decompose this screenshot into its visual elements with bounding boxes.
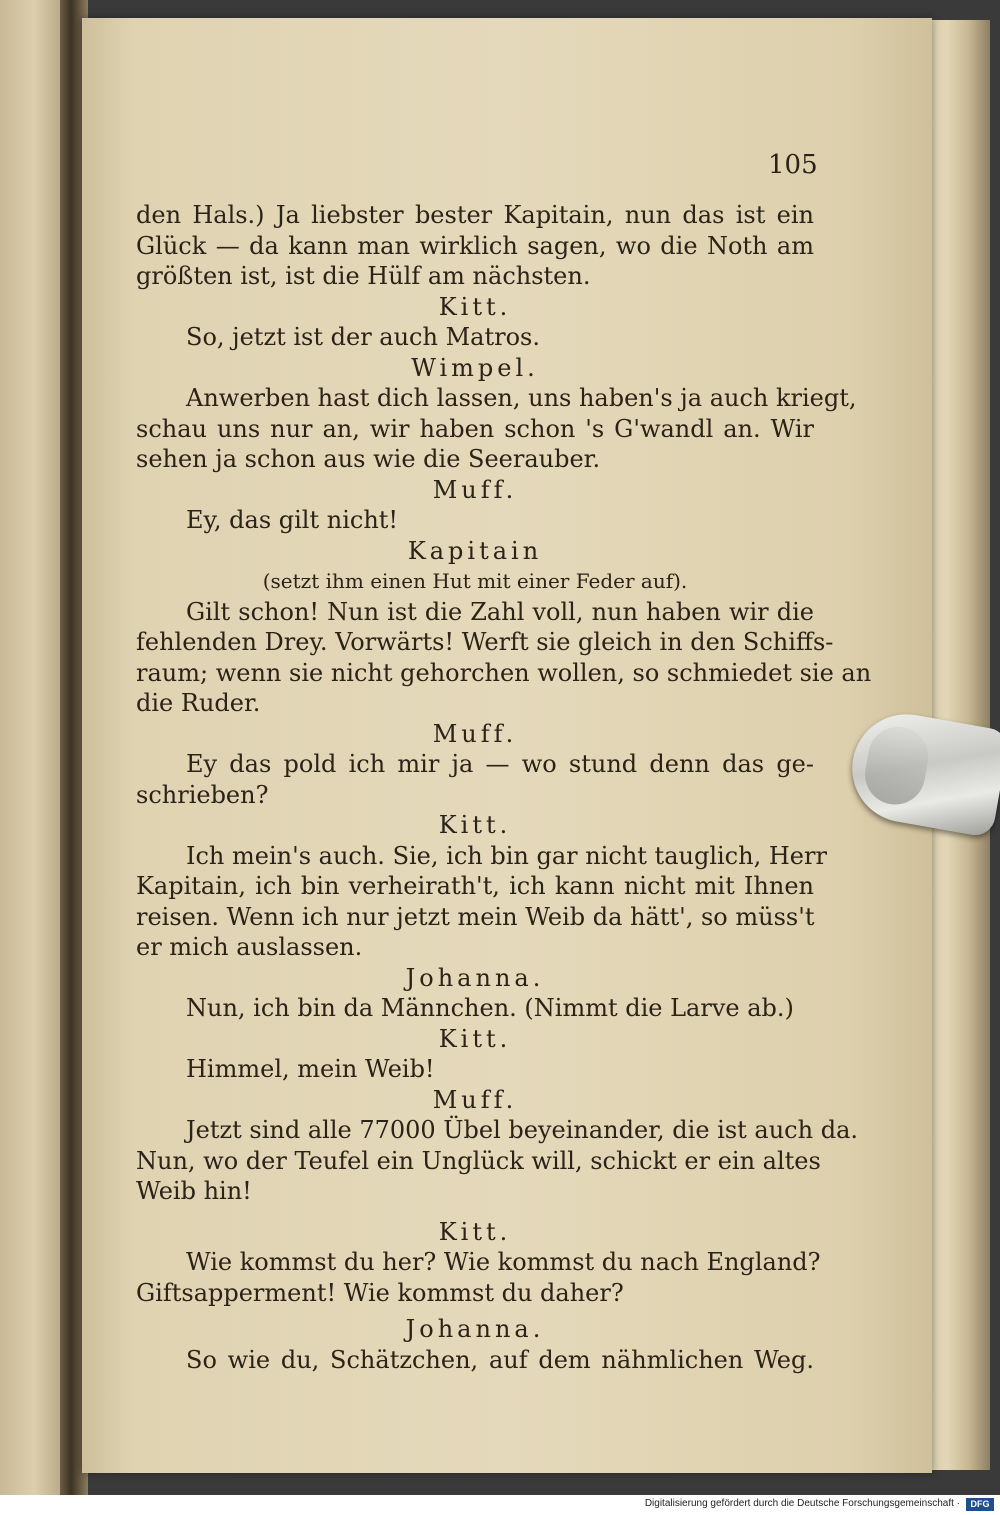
text-line: fehlenden Drey. Vorwärts! Werft sie gleich in den Schiffs-	[136, 628, 834, 656]
page-text	[136, 200, 872, 1375]
footer-bar	[0, 1495, 1000, 1515]
text-line: Weib hin!	[136, 1177, 252, 1205]
page-clip-hole	[860, 722, 933, 809]
text-line: größten ist, ist die Hülf am nächsten.	[136, 262, 591, 290]
text-line: Ey das pold ich mir ja — wo stund denn das ge-	[186, 750, 814, 778]
text-line: Anwerben hast dich lassen, uns haben's ja auch kriegt,	[186, 384, 857, 412]
text-line: Himmel, mein Weib!	[186, 1055, 435, 1083]
funding-credit: Digitalisierung gefördert durch die Deutsche Forschungsgemeinschaft ·	[644, 1498, 960, 1509]
text-line: reisen. Wenn ich nur jetzt mein Weib da hätt', so müss't	[136, 902, 815, 931]
text-line: den Hals.) Ja liebster bester Kapitain, nun das ist ein	[136, 201, 814, 229]
text-line: die Ruder.	[136, 689, 261, 717]
stage-direction: (setzt ihm einen Hut mit einer Feder auf).	[262, 569, 688, 593]
text-line: Giftsapperment! Wie kommst du daher?	[136, 1278, 624, 1307]
text-line: schrieben?	[136, 780, 269, 809]
speaker-name: Muff.	[432, 1085, 518, 1114]
text-line: raum; wenn sie nicht gehorchen wollen, so schmiedet sie an	[136, 658, 872, 687]
text-line: Nun, ich bin da Männchen. (Nimmt die Larve ab.)	[186, 994, 794, 1022]
left-page-edge	[0, 0, 62, 1495]
text-line: Glück — da kann man wirklich sagen, wo die Noth am	[136, 231, 814, 260]
speaker-name: Kitt.	[438, 292, 512, 321]
speaker-name: Muff.	[432, 719, 518, 748]
speaker-name: Kitt.	[438, 811, 512, 839]
text-line: Ich mein's auch. Sie, ich bin gar nicht tauglich, Herr	[186, 841, 827, 870]
text-line: Jetzt sind alle 77000 Übel beyeinander, die ist auch da.	[186, 1116, 859, 1144]
speaker-name: Kitt.	[438, 1217, 512, 1246]
text-line: Kapitain, ich bin verheirath't, ich kann nicht mit Ihnen	[136, 872, 814, 900]
text-line: Nun, wo der Teufel ein Unglück will, schickt er ein altes	[136, 1146, 821, 1175]
text-line: So, jetzt ist der auch Matros.	[186, 323, 540, 351]
speaker-name: Wimpel.	[411, 353, 539, 382]
text-line: Ey, das gilt nicht!	[186, 506, 399, 534]
speaker-name: Johanna.	[405, 963, 545, 992]
speaker-name: Kitt.	[438, 1024, 512, 1053]
text-line: er mich auslassen.	[136, 933, 363, 961]
page-number: 105	[768, 150, 818, 180]
text-line: Wie kommst du her? Wie kommst du nach England?	[186, 1248, 821, 1276]
text-line: schau uns nur an, wir haben schon 's G'wandl an. Wir	[136, 414, 814, 443]
text-line: So wie du, Schätzchen, auf dem nähmlichen Weg.	[186, 1345, 814, 1374]
dfg-logo: DFG	[966, 1498, 994, 1511]
text-line: sehen ja schon aus wie die Seerauber.	[136, 445, 601, 473]
speaker-name: Kapitain	[407, 536, 543, 565]
text-line: Gilt schon! Nun ist die Zahl voll, nun haben wir die	[186, 597, 814, 626]
speaker-name: Muff.	[432, 475, 518, 504]
speaker-name: Johanna.	[405, 1315, 545, 1343]
